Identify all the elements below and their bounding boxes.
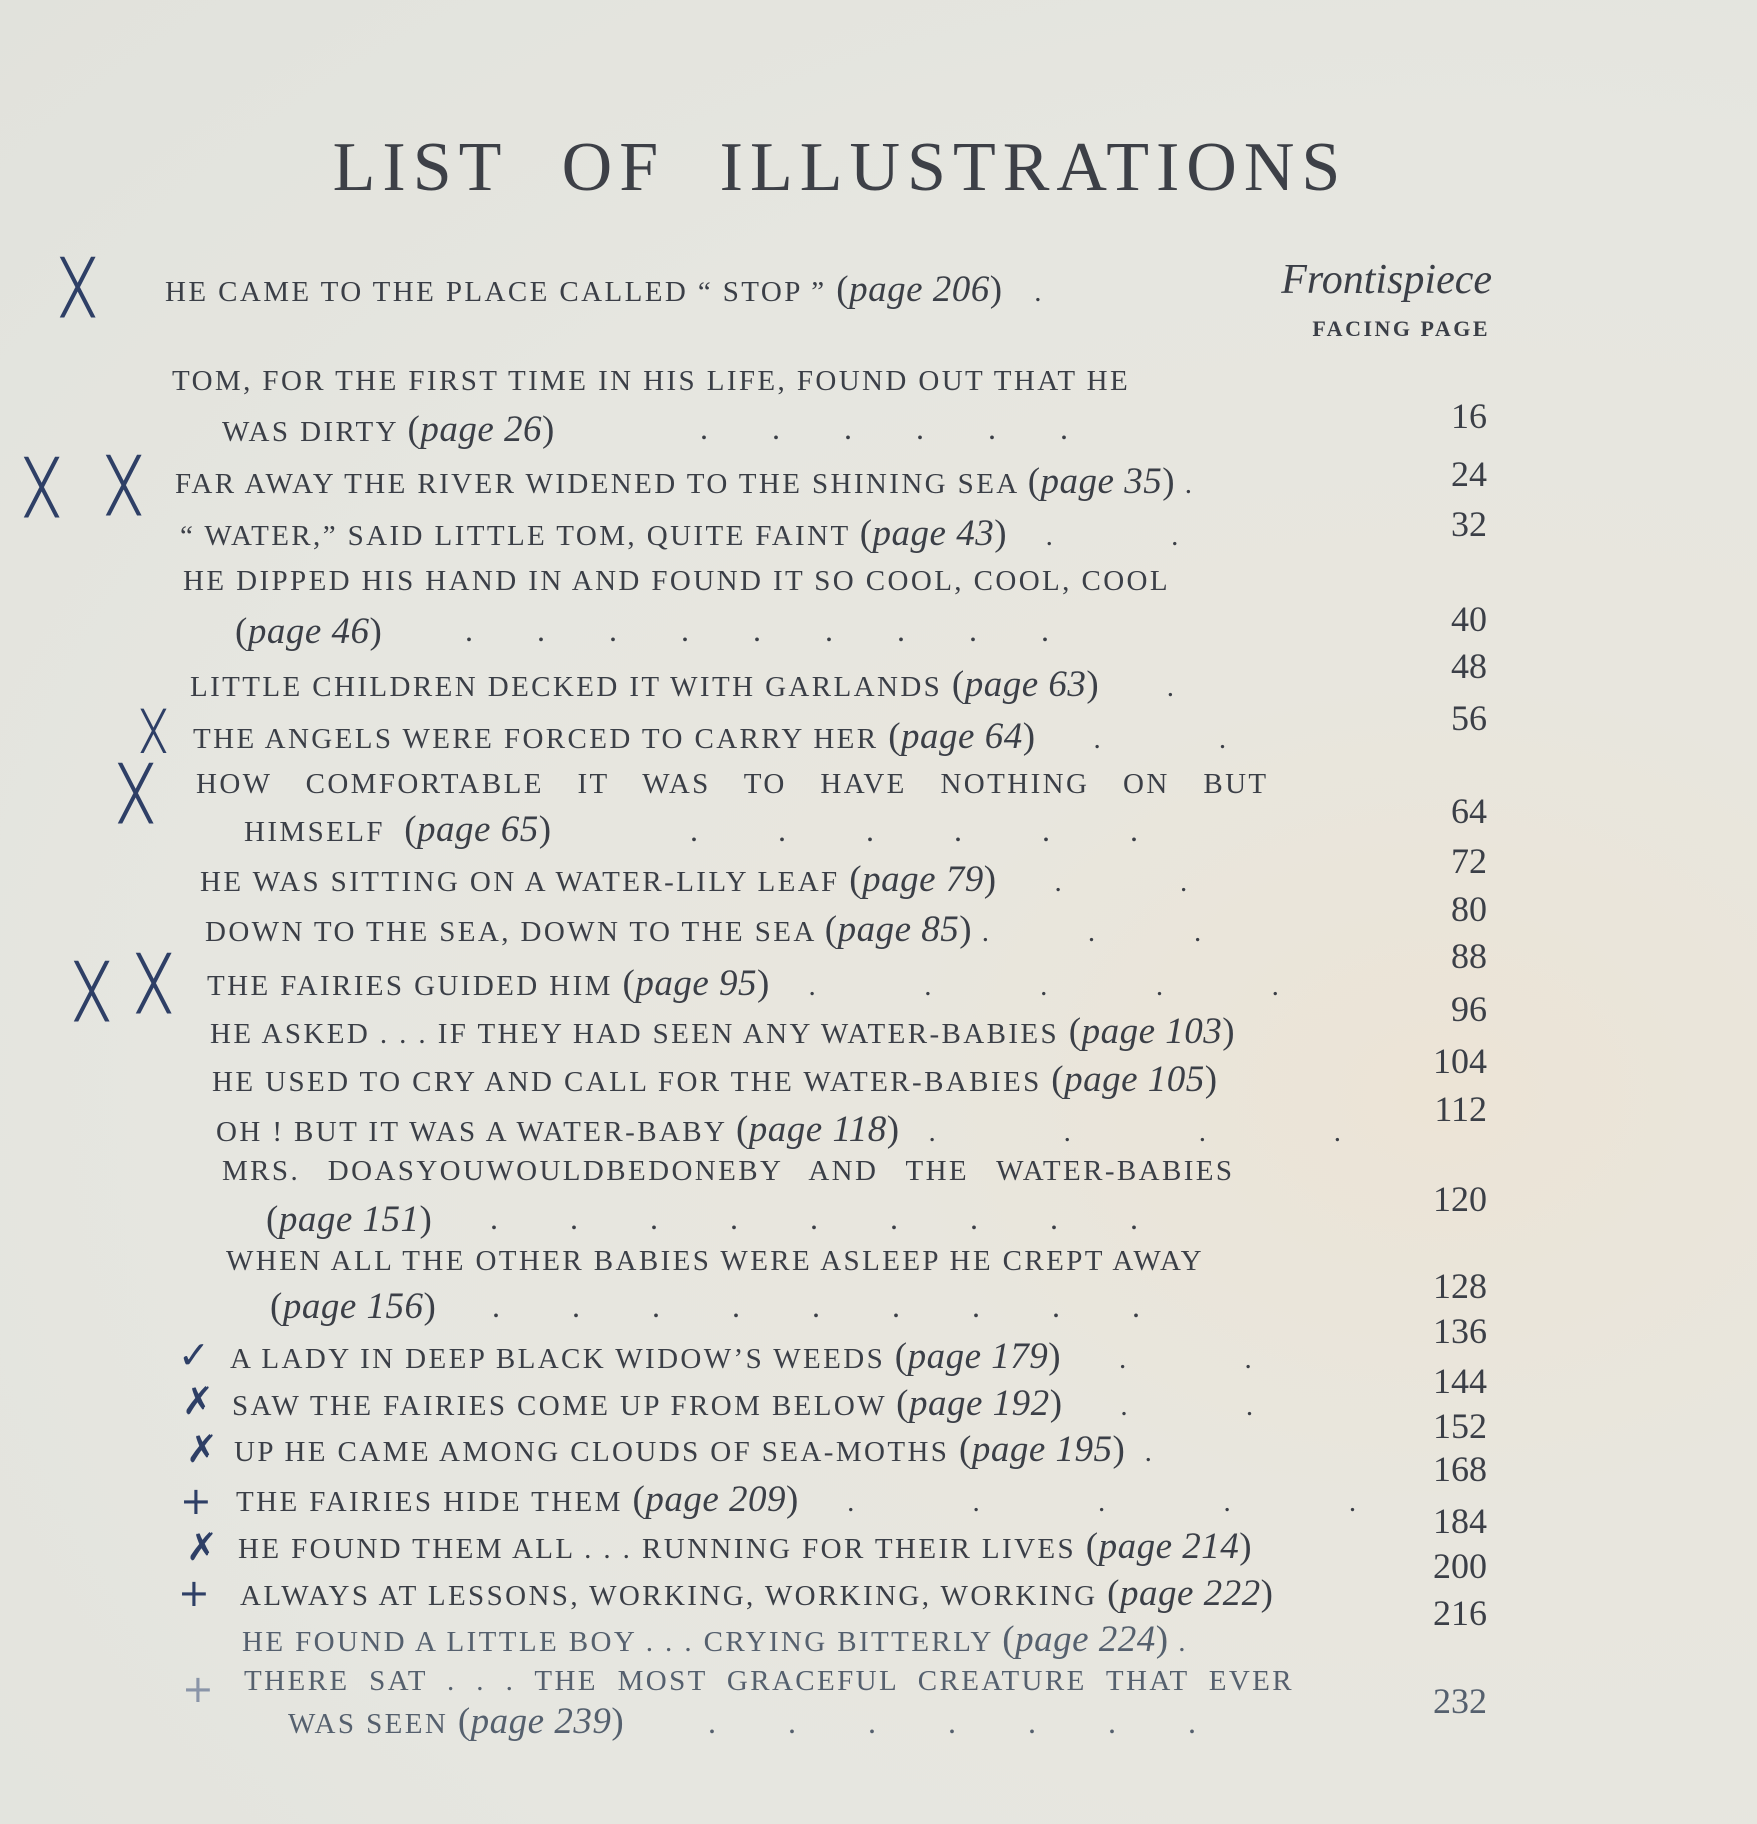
entry-caption: HE FOUND THEM ALL . . . RUNNING FOR THEIR LIVES (page 214) [238, 1526, 1253, 1567]
entry-caption: LITTLE CHILDREN DECKED IT WITH GARLANDS (page 63) . [190, 664, 1177, 705]
entry-caption: HE USED TO CRY AND CALL FOR THE WATER-BABIES (page 105) [212, 1059, 1218, 1100]
facing-page-number: 96 [1451, 989, 1487, 1029]
leader-dots: . . . . . . [700, 410, 1068, 446]
entry-caption: FAR AWAY THE RIVER WIDENED TO THE SHINING SEA (page 35) . [175, 461, 1195, 502]
entry-caption-line1: WHEN ALL THE OTHER BABIES WERE ASLEEP HE CREPT AWAY [226, 1245, 1205, 1277]
entry-caption: UP HE CAME AMONG CLOUDS OF SEA-MOTHS (page 195) . [234, 1429, 1155, 1470]
entry-caption: A LADY IN DEEP BLACK WIDOW’S WEEDS (page 179) . . [230, 1336, 1255, 1377]
facing-page-number: 136 [1433, 1311, 1487, 1351]
facing-page-number: 216 [1433, 1593, 1487, 1633]
facing-page-number: 128 [1433, 1266, 1487, 1306]
facing-page-number: 56 [1451, 698, 1487, 738]
handwritten-x-mark: ╳ [76, 962, 108, 1022]
entry-caption-line2: WAS DIRTY (page 26) [222, 409, 555, 450]
handwritten-x-mark: ✗ [186, 1427, 218, 1471]
facing-page-number: 40 [1451, 599, 1487, 639]
caption-text: HE CAME TO THE PLACE CALLED “ STOP ” [165, 276, 827, 308]
facing-page-number: 32 [1451, 504, 1487, 544]
entry-caption-line2: WAS SEEN (page 239) [288, 1701, 625, 1742]
entry-caption: HE WAS SITTING ON A WATER-LILY LEAF (page 79) . . [200, 859, 1190, 900]
entry-caption: OH ! BUT IT WAS A WATER-BABY (page 118) . . . . [216, 1109, 1344, 1150]
handwritten-plus-mark: + [178, 1571, 210, 1615]
page-reference: (page 206) [836, 269, 1003, 310]
facing-page-number: 80 [1451, 889, 1487, 929]
entry-caption-line1: HE DIPPED HIS HAND IN AND FOUND IT SO COOL, COOL, COOL [183, 565, 1170, 597]
handwritten-x-mark: ╳ [138, 954, 170, 1014]
handwritten-x-mark: ✗ [182, 1379, 214, 1423]
handwritten-x-mark: ╳ [120, 764, 152, 824]
leader-dots: . . . . . . . . . [465, 612, 1049, 648]
entry-caption-line1: MRS. DOASYOUWOULDBEDONEBY AND THE WATER-BABIES [222, 1155, 1235, 1187]
facing-page-number: 144 [1433, 1361, 1487, 1401]
handwritten-check-mark: ✓ [178, 1333, 210, 1377]
facing-page-number: 184 [1433, 1501, 1487, 1541]
entry-caption: THE ANGELS WERE FORCED TO CARRY HER (page 64) . . [193, 716, 1229, 757]
entry-caption: ALWAYS AT LESSONS, WORKING, WORKING, WORKING (page 222) [240, 1573, 1274, 1614]
entry-caption-line1: TOM, FOR THE FIRST TIME IN HIS LIFE, FOUND OUT THAT HE [172, 365, 1131, 397]
handwritten-x-mark: ╳ [62, 258, 94, 318]
leader-dots: . . . . . . . . . [490, 1200, 1138, 1236]
facing-page-number: 232 [1433, 1681, 1487, 1721]
leader-dots: . . . . . . . . . [492, 1288, 1140, 1324]
handwritten-x-mark: ╳ [108, 456, 140, 516]
facing-page-number: 120 [1433, 1179, 1487, 1219]
frontispiece-label: Frontispiece [1281, 257, 1492, 303]
facing-page-number: 64 [1451, 791, 1487, 831]
entry-caption: HE FOUND A LITTLE BOY . . . CRYING BITTERLY (page 224) . [242, 1619, 1188, 1660]
entry-caption: THE FAIRIES HIDE THEM (page 209) . . . . . [236, 1479, 1359, 1520]
facing-page-number: 200 [1433, 1546, 1487, 1586]
handwritten-x-mark: ╳ [26, 458, 58, 518]
facing-page-header: FACING PAGE [1312, 316, 1490, 341]
entry-caption-line1: THERE SAT . . . THE MOST GRACEFUL CREATURE THAT EVER [244, 1665, 1295, 1697]
handwritten-x-mark: ╳ [142, 709, 165, 753]
facing-page-number: 112 [1434, 1089, 1487, 1129]
facing-page-number: 16 [1451, 396, 1487, 436]
handwritten-plus-mark: + [180, 1479, 212, 1523]
entry-caption: HE ASKED . . . IF THEY HAD SEEN ANY WATER-BABIES (page 103) [210, 1011, 1236, 1052]
entry-caption: SAW THE FAIRIES COME UP FROM BELOW (page 192) . . [232, 1383, 1256, 1424]
entry-caption-line1: HOW COMFORTABLE IT WAS TO HAVE NOTHING ON BUT [196, 768, 1269, 800]
facing-page-number: 72 [1451, 841, 1487, 881]
entry-caption-line2: (page 151) [266, 1199, 433, 1240]
page-title: LIST OF ILLUSTRATIONS [332, 129, 1348, 206]
facing-page-number: 88 [1451, 936, 1487, 976]
entry-caption: THE FAIRIES GUIDED HIM (page 95) . . . . . [207, 963, 1282, 1004]
handwritten-x-mark: ✗ [186, 1525, 218, 1569]
handwritten-plus-mark: + [182, 1667, 214, 1711]
facing-page-number: 48 [1451, 646, 1487, 686]
leader-dots: . . . . . . . [708, 1704, 1196, 1740]
facing-page-number: 24 [1451, 454, 1487, 494]
facing-page-number: 168 [1433, 1449, 1487, 1489]
entry-caption: “ WATER,” SAID LITTLE TOM, QUITE FAINT (page 43) . . [180, 513, 1181, 554]
entry-caption-line2: HIMSELF (page 65) [244, 809, 552, 850]
leader-dots: . . . . . . [690, 812, 1138, 848]
entry-caption-line2: (page 46) [235, 611, 383, 652]
facing-page-number: 104 [1433, 1041, 1487, 1081]
facing-page-number: 152 [1433, 1406, 1487, 1446]
entry-caption: DOWN TO THE SEA, DOWN TO THE SEA (page 85) . . . [205, 909, 1204, 950]
entry-caption-line2: (page 156) [270, 1286, 437, 1327]
frontispiece-caption: HE CAME TO THE PLACE CALLED “ STOP ” (page 206) . [165, 269, 1044, 310]
